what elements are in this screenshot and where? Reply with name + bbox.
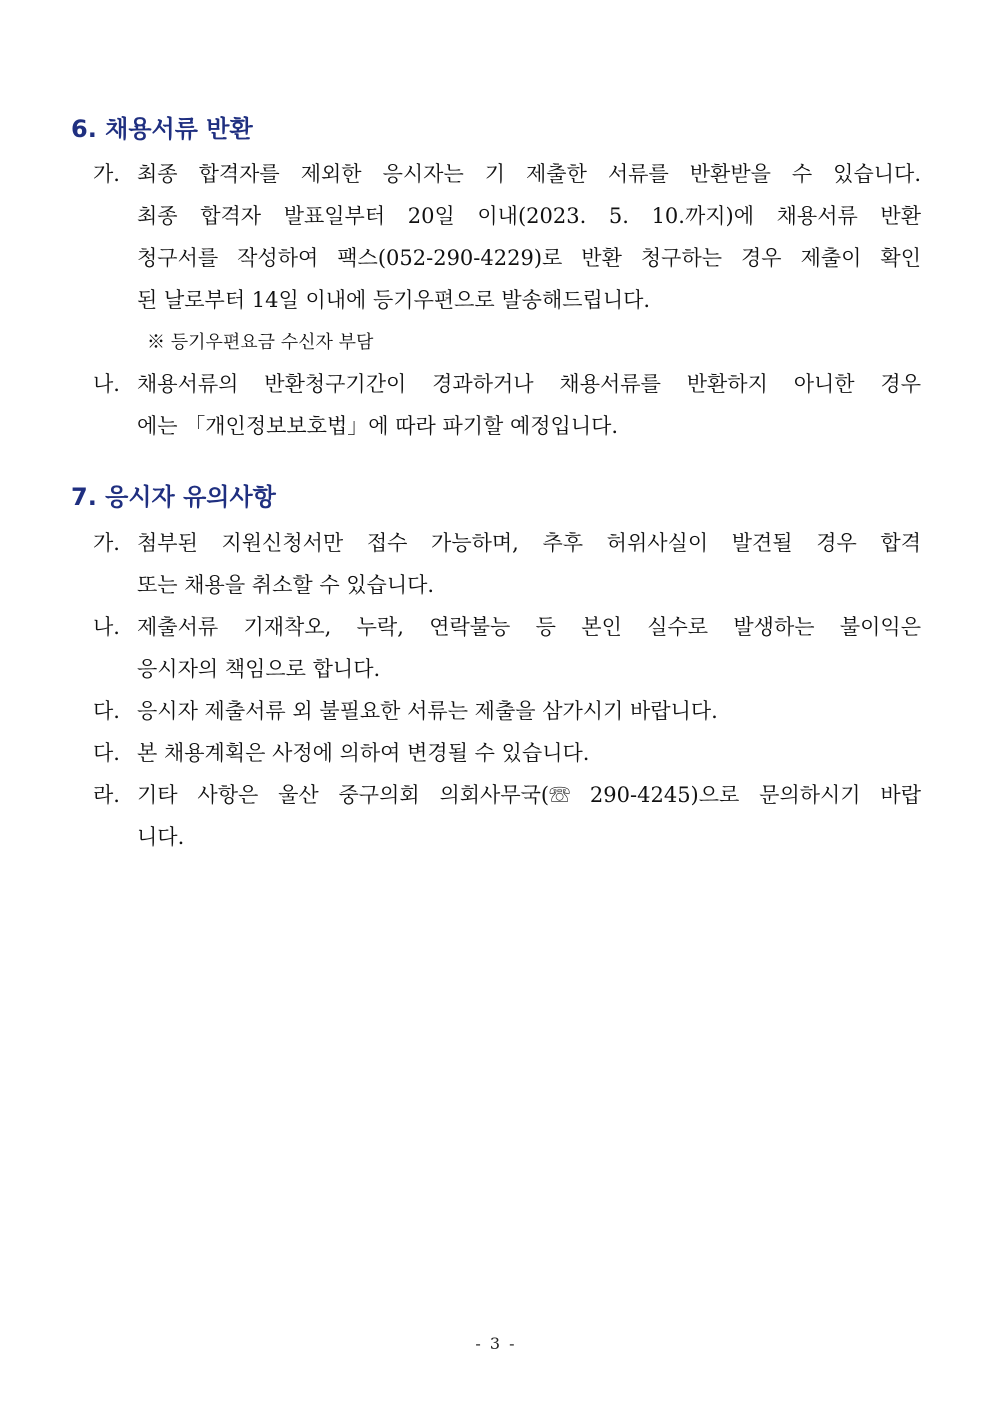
- item-text-line: 제출서류 기재착오, 누락, 연락불능 등 본인 실수로 발생하는 불이익은: [137, 615, 921, 639]
- list-marker: 라.: [93, 783, 120, 807]
- postage-note: ※ 등기우편요금 수신자 부담: [147, 332, 374, 353]
- list-marker: 나.: [93, 615, 120, 639]
- page-number: - 3 -: [475, 1334, 517, 1353]
- list-item-6-ga: [93, 153, 921, 321]
- item-text-line: 니다.: [137, 825, 185, 849]
- list-item-7-na: [93, 606, 921, 690]
- list-marker: 다.: [93, 741, 120, 765]
- item-text-line: 또는 채용을 취소할 수 있습니다.: [137, 573, 435, 597]
- item-text-line: 에는 「개인정보보호법」에 따라 파기할 예정입니다.: [137, 414, 619, 438]
- list-item-7-ga: [93, 522, 921, 606]
- list-item-7-da-2: [93, 732, 921, 774]
- item-text-line: 최종 합격자 발표일부터 20일 이내(2023. 5. 10.까지)에 채용서류 반환: [137, 204, 921, 228]
- item-text-line: 최종 합격자를 제외한 응시자는 기 제출한 서류를 반환받을 수 있습니다.: [137, 162, 921, 186]
- list-item-7-ra: [93, 774, 921, 858]
- section-heading-7: 7. 응시자 유의사항: [71, 483, 276, 511]
- item-text-line: 채용서류의 반환청구기간이 경과하거나 채용서류를 반환하지 아니한 경우: [137, 372, 921, 396]
- list-marker: 가.: [93, 531, 120, 555]
- item-text-line: 된 날로부터 14일 이내에 등기우편으로 발송해드립니다.: [137, 288, 651, 312]
- item-text-line: 응시자 제출서류 외 불필요한 서류는 제출을 삼가시기 바랍니다.: [137, 699, 718, 723]
- item-text-line: 본 채용계획은 사정에 의하여 변경될 수 있습니다.: [137, 741, 590, 765]
- list-marker: 가.: [93, 162, 120, 186]
- section-heading-6: 6. 채용서류 반환: [71, 115, 253, 143]
- item-text-line: 첨부된 지원신청서만 접수 가능하며, 추후 허위사실이 발견될 경우 합격: [137, 531, 921, 555]
- item-text-line: 기타 사항은 울산 중구의회 의회사무국(☏ 290-4245)으로 문의하시기 바랍: [137, 783, 921, 807]
- list-marker: 나.: [93, 372, 120, 396]
- item-text-line: 응시자의 책임으로 합니다.: [137, 657, 381, 681]
- list-item-6-na: [93, 363, 921, 447]
- list-marker: 다.: [93, 699, 120, 723]
- item-text-line: 청구서를 작성하여 팩스(052-290-4229)로 반환 청구하는 경우 제출이 확인: [137, 246, 921, 270]
- list-item-7-da: [93, 690, 921, 732]
